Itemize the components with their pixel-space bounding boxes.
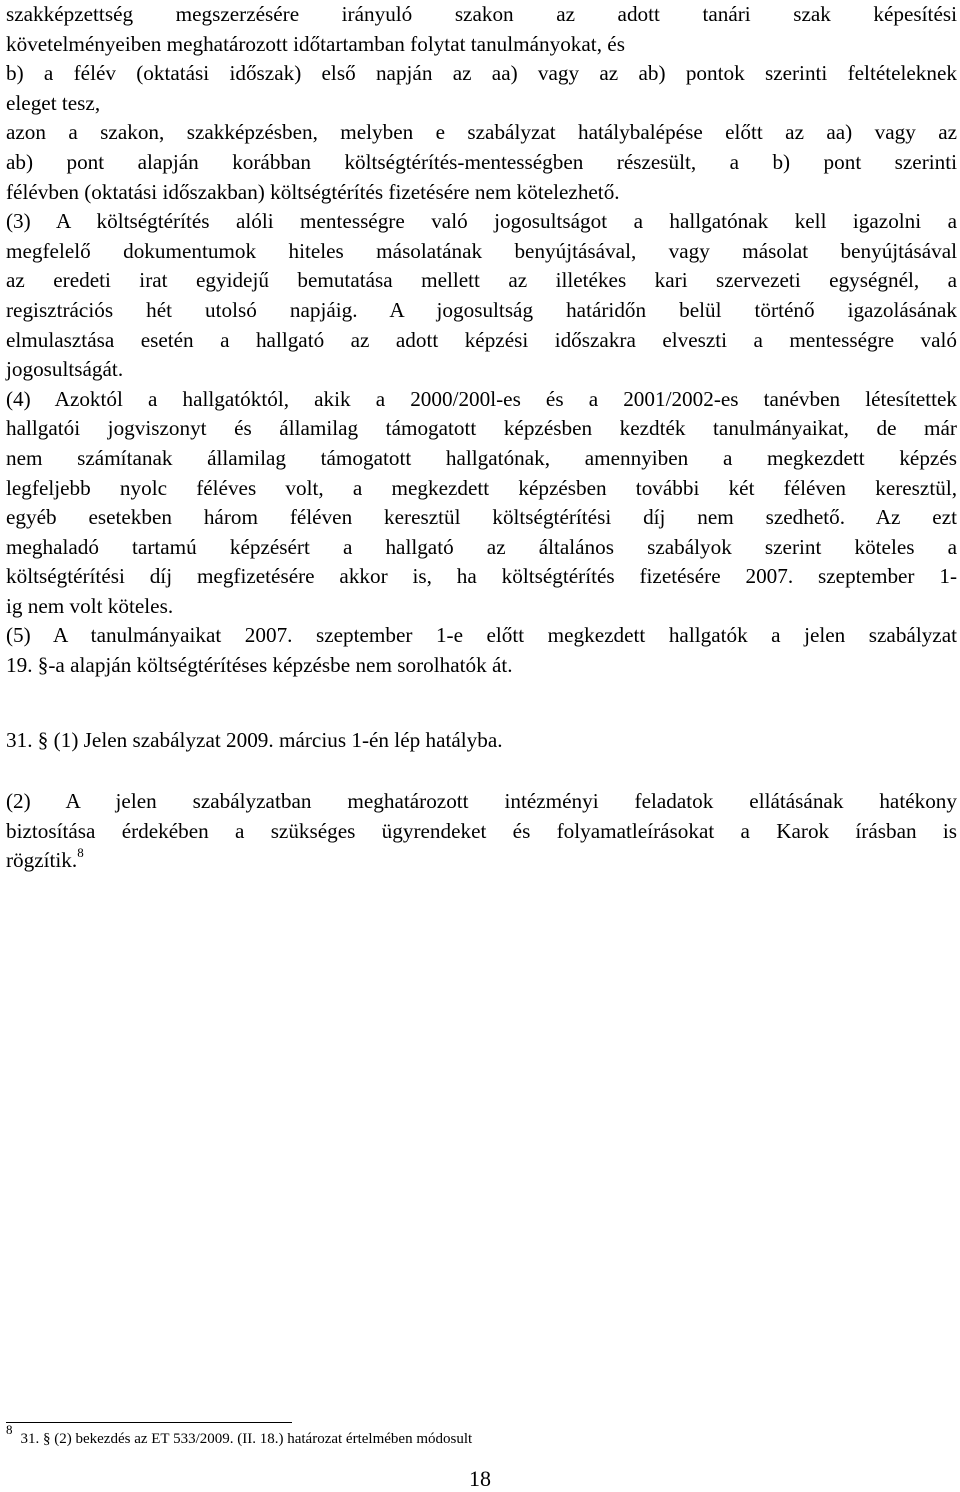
- text-line: b) a félév (oktatási időszak) első napján az aa) vagy az ab) pontok szerinti feltételeknek: [6, 61, 957, 86]
- text-line: biztosítása érdekében a szükséges ügyrendeket és folyamatleírásokat a Karok írásban is: [6, 818, 957, 843]
- text-line: hallgatói jogviszonyt és államilag támogatott képzésben kezdték tanulmányaikat, de már: [6, 416, 957, 441]
- text-line: regisztrációs hét utolsó napjáig. A jogosultság határidőn belül történő igazolásának: [6, 297, 957, 322]
- text-line: legfeljebb nyolc féléves volt, a megkezdett képzésben további két féléven keresztül,: [6, 475, 957, 500]
- text-line: költségtérítési díj megfizetésére akkor is, ha költségtérítés fizetésére 2007. szeptember 1-: [6, 564, 957, 589]
- text-line: megfelelő dokumentumok hiteles másolatának benyújtásával, vagy másolat benyújtásával: [6, 238, 957, 263]
- footnote-number: 8: [6, 1422, 13, 1437]
- footnote-text: 31. § (2) bekezdés az ET 533/2009. (II. 18.) határozat értelmében módosult: [20, 1431, 473, 1447]
- text-line: (5) A tanulmányaikat 2007. szeptember 1-e előtt megkezdett hallgatók a jelen szabályzat: [6, 623, 957, 648]
- text-line: [6, 846, 957, 876]
- text-line: szakképzettség megszerzésére irányuló szakon az adott tanári szak képesítési: [6, 2, 957, 26]
- body-text: [6, 0, 957, 681]
- text-line: 31. § (1) Jelen szabályzat 2009. március 1-én lép hatályba.: [6, 728, 503, 752]
- text-line: félévben (oktatási időszakban) költségtérítés fizetésére nem kötelezhető.: [6, 179, 620, 204]
- text-line: azon a szakon, szakképzésben, melyben e szabályzat hatálybalépése előtt az aa) vagy az: [6, 120, 957, 145]
- text-line: követelményeiben meghatározott időtartamban folytat tanulmányokat, és: [6, 31, 625, 56]
- text-line: ig nem volt köteles.: [6, 593, 174, 618]
- text-line: elmulasztása esetén a hallgató az adott képzési időszakra elveszti a mentességre való: [6, 327, 957, 352]
- section-31-paragraph-2: [6, 787, 957, 876]
- footnote: [6, 1422, 906, 1448]
- footnote-separator: [6, 1422, 292, 1423]
- text-line: 19. §-a alapján költségtérítéses képzésbe nem sorolhatók át.: [6, 653, 513, 678]
- text-line: (3) A költségtérítés alóli mentességre való jogosultságot a hallgatónak kell igazolni a: [6, 209, 957, 234]
- footnote-reference[interactable]: 8: [77, 845, 84, 861]
- section-31-paragraph-1: [6, 726, 957, 756]
- text-line-content: rögzítik.: [6, 848, 78, 873]
- page-number: 18: [469, 1466, 491, 1491]
- text-line: jogosultságát.: [6, 357, 124, 382]
- text-line: az eredeti irat egyidejű bemutatása mellett az illetékes kari szervezeti egységnél, a: [6, 268, 957, 293]
- text-line: ab) pont alapján korábban költségtérítés-mentességben részesült, a b) pont szerinti: [6, 149, 957, 174]
- text-line: meghaladó tartamú képzésért a hallgató az általános szabályok szerint köteles a: [6, 534, 957, 559]
- text-line: (4) Azoktól a hallgatóktól, akik a 2000/200l-es és a 2001/2002-es tanévben létesítettek: [6, 386, 957, 411]
- text-line: (2) A jelen szabályzatban meghatározott intézményi feladatok ellátásának hatékony: [6, 789, 957, 813]
- text-line: egyéb esetekben három féléven keresztül költségtérítési díj nem szedhető. Az ezt: [6, 505, 957, 530]
- text-line: eleget tesz,: [6, 90, 101, 115]
- text-line: nem számítanak államilag támogatott hallgatónak, amennyiben a megkezdett képzés: [6, 445, 957, 470]
